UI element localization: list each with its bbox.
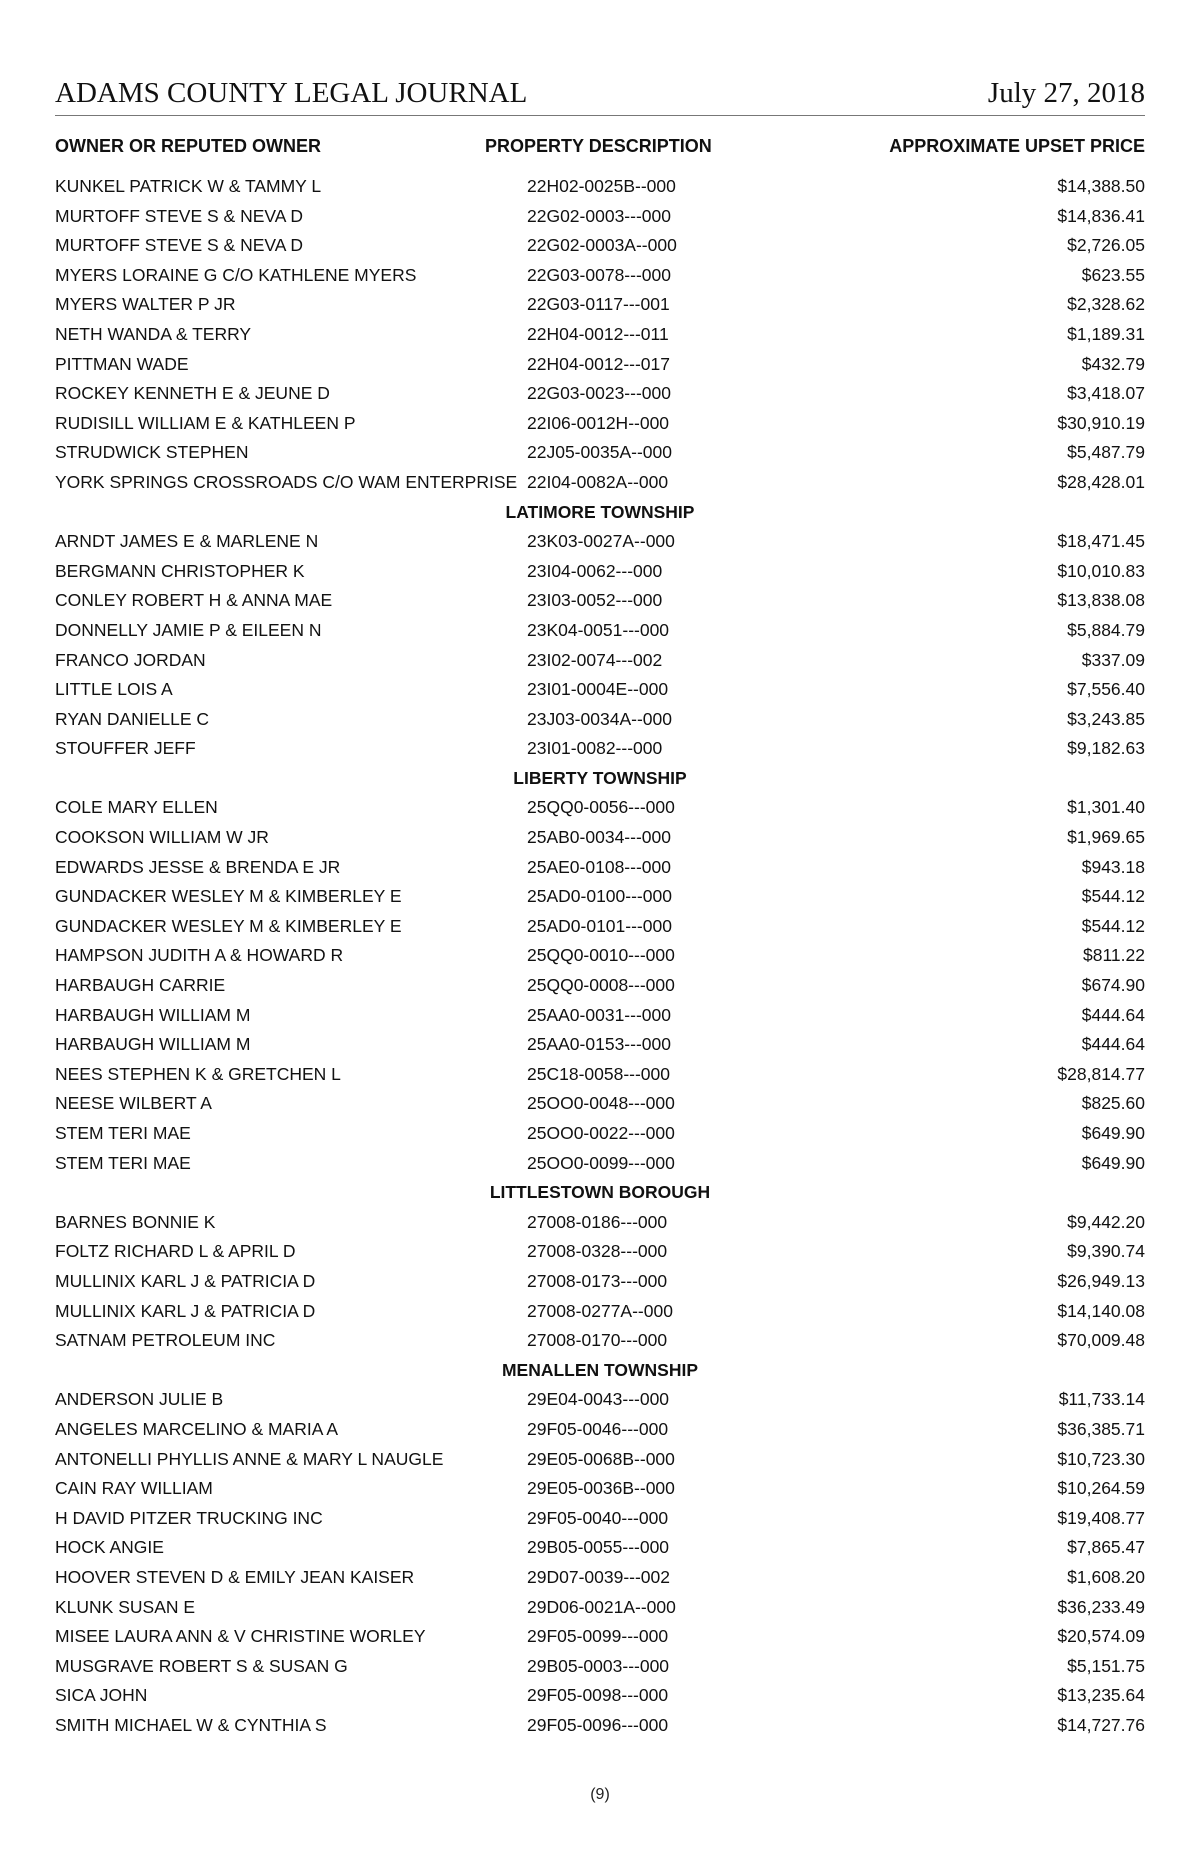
table-row — [55, 290, 1145, 320]
property-description: 27008-0186---000 — [527, 1211, 668, 1232]
property-description: 25QQ0-0010---000 — [527, 945, 675, 966]
owner-name: MULLINIX KARL J & PATRICIA D — [55, 1270, 316, 1291]
property-description: 22I06-0012H--000 — [527, 412, 670, 433]
property-description: 23I01-0004E--000 — [527, 679, 669, 700]
owner-name: YORK SPRINGS CROSSROADS C/O WAM ENTERPRISE — [55, 471, 518, 492]
owner-name: EDWARDS JESSE & BRENDA E JR — [55, 856, 341, 877]
property-description: 27008-0170---000 — [527, 1330, 668, 1351]
property-description: 25QQ0-0008---000 — [527, 975, 675, 996]
table-row — [55, 853, 1145, 883]
price-column-header: APPROXIMATE UPSET PRICE — [889, 136, 1145, 156]
upset-price: $444.64 — [1081, 1034, 1145, 1055]
property-description: 29F05-0040---000 — [527, 1507, 669, 1528]
upset-price: $2,328.62 — [1067, 294, 1145, 315]
table-row — [55, 912, 1145, 942]
property-description: 27008-0277A--000 — [527, 1300, 673, 1321]
table-row — [55, 1297, 1145, 1327]
table-row — [55, 1237, 1145, 1267]
owner-name: STEM TERI MAE — [55, 1123, 191, 1143]
table-row — [55, 1681, 1145, 1711]
table-row — [55, 1504, 1145, 1534]
upset-price: $13,838.08 — [1057, 590, 1145, 611]
property-description: 22G02-0003---000 — [527, 205, 671, 226]
property-description: 29F05-0098---000 — [527, 1685, 669, 1706]
upset-price: $674.90 — [1081, 975, 1145, 996]
upset-price: $36,233.49 — [1057, 1596, 1145, 1617]
upset-price: $432.79 — [1081, 353, 1145, 374]
table-row — [55, 261, 1145, 291]
description-column-header: PROPERTY DESCRIPTION — [485, 136, 712, 156]
property-description: 22H04-0012---011 — [527, 323, 669, 344]
table-row — [55, 882, 1145, 912]
property-description: 29F05-0046---000 — [527, 1418, 669, 1439]
property-description: 22G03-0023---000 — [527, 383, 671, 404]
owner-name: STOUFFER JEFF — [55, 738, 196, 759]
owner-name: SICA JOHN — [55, 1685, 148, 1706]
owner-name: DONNELLY JAMIE P & EILEEN N — [55, 619, 322, 640]
table-row — [55, 1208, 1145, 1238]
upset-price: $20,574.09 — [1057, 1626, 1145, 1647]
table-row — [55, 1060, 1145, 1090]
property-listing — [55, 172, 1145, 1740]
masthead — [55, 66, 1145, 110]
property-description: 22J05-0035A--000 — [527, 442, 672, 463]
owner-name: KUNKEL PATRICK W & TAMMY L — [55, 176, 322, 196]
owner-name: COOKSON WILLIAM W JR — [55, 827, 269, 848]
table-row — [55, 971, 1145, 1001]
property-description: 25AA0-0153---000 — [527, 1034, 671, 1055]
table-row — [55, 1711, 1145, 1741]
owner-name: HARBAUGH WILLIAM M — [55, 1004, 251, 1025]
owner-name: COLE MARY ELLEN — [55, 797, 218, 818]
owner-name: ANGELES MARCELINO & MARIA A — [55, 1418, 338, 1439]
township-heading: LITTLESTOWN BOROUGH — [489, 1182, 711, 1203]
table-row — [55, 1089, 1145, 1119]
township-heading: LIBERTY TOWNSHIP — [513, 767, 687, 788]
property-description: 23I02-0074---002 — [527, 649, 663, 670]
owner-name: MURTOFF STEVE S & NEVA D — [55, 205, 303, 226]
upset-price: $70,009.48 — [1057, 1330, 1145, 1351]
property-description: 25AD0-0100---000 — [527, 886, 672, 907]
upset-price: $825.60 — [1081, 1093, 1145, 1114]
owner-name: MISEE LAURA ANN & V CHRISTINE WORLEY — [55, 1626, 426, 1647]
upset-price: $28,428.01 — [1057, 471, 1145, 492]
owner-name: MULLINIX KARL J & PATRICIA D — [55, 1300, 316, 1321]
owner-name: STEM TERI MAE — [55, 1152, 191, 1173]
table-row — [55, 1326, 1145, 1356]
owner-name: SATNAM PETROLEUM INC — [55, 1330, 276, 1351]
owner-name: SMITH MICHAEL W & CYNTHIA S — [55, 1714, 327, 1735]
table-row — [55, 527, 1145, 557]
property-description: 29E04-0043---000 — [527, 1389, 670, 1410]
upset-price: $544.12 — [1081, 886, 1145, 907]
owner-name: MURTOFF STEVE S & NEVA D — [55, 235, 303, 256]
owner-name: CAIN RAY WILLIAM — [55, 1478, 213, 1499]
issue-date: July 27, 2018 — [987, 77, 1145, 109]
upset-price: $10,723.30 — [1057, 1448, 1145, 1469]
owner-name: ANTONELLI PHYLLIS ANNE & MARY L NAUGLE — [55, 1448, 444, 1469]
owner-name: MYERS LORAINE G C/O KATHLENE MYERS — [55, 264, 417, 285]
property-description: 29D06-0021A--000 — [527, 1596, 676, 1617]
property-description: 29B05-0055---000 — [527, 1537, 670, 1558]
upset-price: $649.90 — [1081, 1123, 1145, 1143]
table-row — [55, 1267, 1145, 1297]
upset-price: $1,608.20 — [1067, 1566, 1145, 1587]
upset-price: $811.22 — [1083, 945, 1145, 966]
owner-name: ROCKEY KENNETH E & JEUNE D — [55, 383, 330, 404]
table-row — [55, 468, 1145, 498]
upset-price: $544.12 — [1081, 915, 1145, 936]
table-row — [55, 616, 1145, 646]
upset-price: $9,182.63 — [1067, 738, 1145, 759]
property-description: 29F05-0099---000 — [527, 1626, 669, 1647]
table-row — [55, 231, 1145, 261]
upset-price: $3,418.07 — [1067, 383, 1145, 404]
property-description: 23K03-0027A--000 — [527, 531, 675, 552]
property-description: 25QQ0-0056---000 — [527, 797, 675, 818]
upset-price: $5,151.75 — [1067, 1655, 1145, 1676]
table-row — [55, 1415, 1145, 1445]
upset-price: $14,140.08 — [1057, 1300, 1145, 1321]
property-description: 23K04-0051---000 — [527, 619, 670, 640]
owner-name: NEESE WILBERT A — [55, 1093, 212, 1114]
property-description: 23I03-0052---000 — [527, 590, 663, 611]
upset-price: $337.09 — [1081, 649, 1145, 670]
table-row — [55, 793, 1145, 823]
table-row — [55, 675, 1145, 705]
property-description: 22H04-0012---017 — [527, 353, 671, 374]
property-description: 27008-0173---000 — [527, 1270, 668, 1291]
upset-price: $7,865.47 — [1067, 1537, 1145, 1558]
table-row — [55, 438, 1145, 468]
table-row — [55, 941, 1145, 971]
table-row — [55, 1563, 1145, 1593]
property-description: 22G02-0003A--000 — [527, 235, 677, 256]
table-row — [55, 1001, 1145, 1031]
owner-name: FOLTZ RICHARD L & APRIL D — [55, 1241, 296, 1262]
table-row — [55, 320, 1145, 350]
upset-price: $26,949.13 — [1057, 1270, 1145, 1291]
property-description: 25AB0-0034---000 — [527, 827, 671, 848]
owner-name: BERGMANN CHRISTOPHER K — [55, 560, 305, 581]
upset-price: $649.90 — [1081, 1152, 1145, 1173]
table-row — [55, 202, 1145, 232]
upset-price: $943.18 — [1081, 856, 1145, 877]
property-description: 29E05-0068B--000 — [527, 1448, 675, 1469]
owner-name: NEES STEPHEN K & GRETCHEN L — [55, 1063, 341, 1084]
property-description: 29F05-0096---000 — [527, 1714, 669, 1735]
upset-price: $11,733.14 — [1058, 1389, 1145, 1410]
table-row — [55, 1119, 1145, 1149]
table-row — [55, 557, 1145, 587]
upset-price: $1,301.40 — [1067, 797, 1145, 818]
owner-name: HARBAUGH WILLIAM M — [55, 1034, 251, 1055]
table-row — [55, 823, 1145, 853]
table-row — [55, 705, 1145, 735]
upset-price: $14,727.76 — [1057, 1714, 1145, 1735]
property-description: 25OO0-0048---000 — [527, 1093, 675, 1114]
property-description: 25AA0-0031---000 — [527, 1004, 671, 1025]
upset-price: $444.64 — [1081, 1004, 1145, 1025]
upset-price: $1,969.65 — [1067, 827, 1145, 848]
owner-name: RUDISILL WILLIAM E & KATHLEEN P — [55, 412, 356, 433]
upset-price: $623.55 — [1081, 264, 1145, 285]
property-description: 22H02-0025B--000 — [527, 176, 676, 196]
owner-name: STRUDWICK STEPHEN — [55, 442, 249, 463]
township-heading: LATIMORE TOWNSHIP — [505, 501, 695, 522]
table-row — [55, 350, 1145, 380]
property-description: 23I01-0082---000 — [527, 738, 663, 759]
owner-name: HOOVER STEVEN D & EMILY JEAN KAISER — [55, 1566, 415, 1587]
header-rule — [55, 115, 1145, 116]
upset-price: $9,390.74 — [1067, 1241, 1145, 1262]
property-description: 25OO0-0099---000 — [527, 1152, 675, 1173]
upset-price: $9,442.20 — [1067, 1211, 1145, 1232]
owner-name: GUNDACKER WESLEY M & KIMBERLEY E — [55, 886, 402, 907]
property-description: 25AD0-0101---000 — [527, 915, 672, 936]
table-row — [55, 379, 1145, 409]
property-description: 25C18-0058---000 — [527, 1063, 671, 1084]
owner-column-header: OWNER OR REPUTED OWNER — [55, 136, 322, 156]
owner-name: CONLEY ROBERT H & ANNA MAE — [55, 590, 333, 611]
upset-price: $14,836.41 — [1057, 205, 1145, 226]
upset-price: $30,910.19 — [1057, 412, 1145, 433]
property-description: 25OO0-0022---000 — [527, 1123, 675, 1143]
owner-name: RYAN DANIELLE C — [55, 708, 209, 729]
table-row — [55, 172, 1145, 202]
table-row — [55, 409, 1145, 439]
owner-name: BARNES BONNIE K — [55, 1211, 216, 1232]
owner-name: H DAVID PITZER TRUCKING INC — [55, 1507, 323, 1528]
table-row — [55, 1149, 1145, 1179]
upset-price: $7,556.40 — [1067, 679, 1145, 700]
upset-price: $5,487.79 — [1067, 442, 1145, 463]
table-row — [55, 1593, 1145, 1623]
owner-name: ARNDT JAMES E & MARLENE N — [55, 531, 319, 552]
owner-name: LITTLE LOIS A — [55, 679, 173, 700]
upset-price: $5,884.79 — [1067, 619, 1145, 640]
owner-name: HAMPSON JUDITH A & HOWARD R — [55, 945, 344, 966]
upset-price: $14,388.50 — [1057, 176, 1145, 196]
property-description: 29E05-0036B--000 — [527, 1478, 675, 1499]
table-row — [55, 1622, 1145, 1652]
page-number: (9) — [590, 1786, 610, 1803]
owner-name: ANDERSON JULIE B — [55, 1389, 224, 1410]
upset-price: $19,408.77 — [1057, 1507, 1145, 1528]
owner-name: FRANCO JORDAN — [55, 649, 206, 670]
upset-price: $13,235.64 — [1057, 1685, 1145, 1706]
property-description: 27008-0328---000 — [527, 1241, 668, 1262]
property-description: 23J03-0034A--000 — [527, 708, 672, 729]
table-row — [55, 1445, 1145, 1475]
owner-name: PITTMAN WADE — [55, 353, 189, 374]
table-row — [55, 646, 1145, 676]
table-row — [55, 586, 1145, 616]
property-description: 29B05-0003---000 — [527, 1655, 670, 1676]
property-description: 22G03-0117---001 — [527, 294, 670, 315]
owner-name: KLUNK SUSAN E — [55, 1596, 196, 1617]
upset-price: $3,243.85 — [1067, 708, 1145, 729]
upset-price: $10,010.83 — [1057, 560, 1145, 581]
table-row — [55, 1385, 1145, 1415]
table-row — [55, 1652, 1145, 1682]
column-headers — [55, 136, 1145, 160]
upset-price: $18,471.45 — [1057, 531, 1145, 552]
owner-name: GUNDACKER WESLEY M & KIMBERLEY E — [55, 915, 402, 936]
township-heading: MENALLEN TOWNSHIP — [501, 1359, 699, 1380]
owner-name: MUSGRAVE ROBERT S & SUSAN G — [55, 1655, 348, 1676]
owner-name: HARBAUGH CARRIE — [55, 975, 226, 996]
upset-price: $36,385.71 — [1057, 1418, 1145, 1439]
owner-name: NETH WANDA & TERRY — [55, 323, 252, 344]
upset-price: $10,264.59 — [1057, 1478, 1145, 1499]
property-description: 22I04-0082A--000 — [527, 471, 669, 492]
journal-title: ADAMS COUNTY LEGAL JOURNAL — [55, 77, 528, 109]
property-description: 22G03-0078---000 — [527, 264, 671, 285]
upset-price: $1,189.31 — [1067, 323, 1145, 344]
property-description: 25AE0-0108---000 — [527, 856, 671, 877]
table-row — [55, 1533, 1145, 1563]
upset-price: $2,726.05 — [1067, 235, 1145, 256]
owner-name: HOCK ANGIE — [55, 1537, 164, 1558]
table-row — [55, 1474, 1145, 1504]
upset-price: $28,814.77 — [1057, 1063, 1145, 1084]
property-description: 29D07-0039---002 — [527, 1566, 671, 1587]
journal-page — [55, 0, 1145, 1855]
table-row — [55, 1030, 1145, 1060]
table-row — [55, 734, 1145, 764]
property-description: 23I04-0062---000 — [527, 560, 663, 581]
owner-name: MYERS WALTER P JR — [55, 294, 236, 315]
